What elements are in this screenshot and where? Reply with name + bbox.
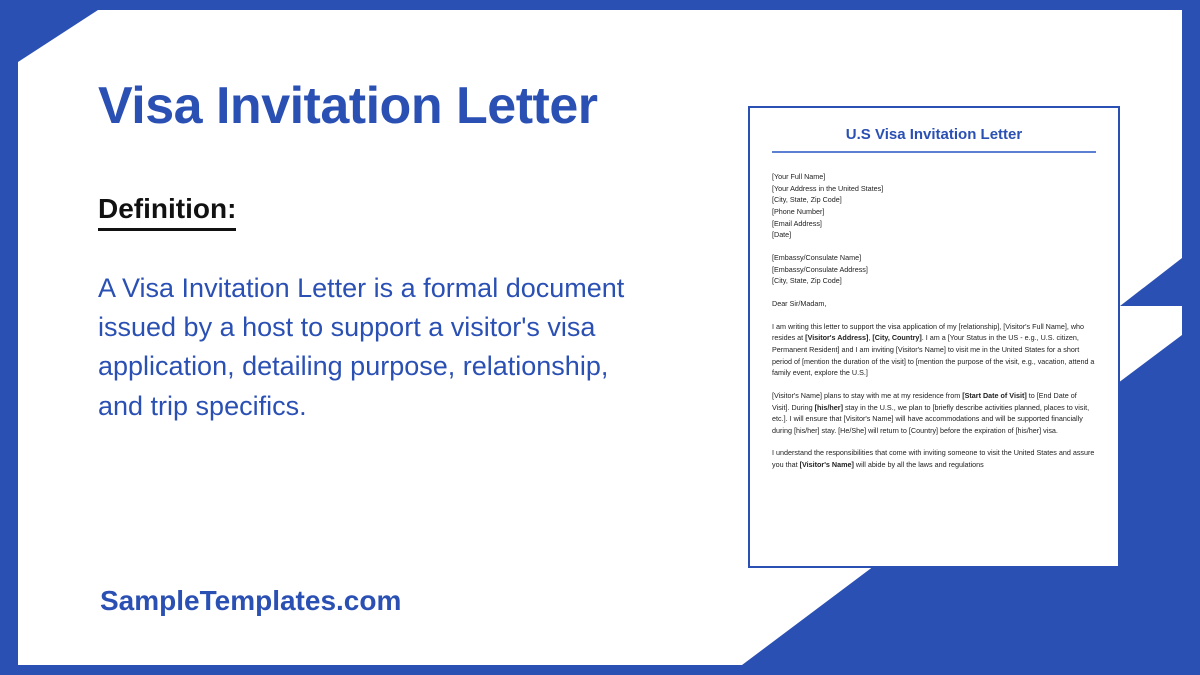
document-preview[interactable]: [748, 106, 1120, 568]
left-text-column: [98, 78, 698, 426]
brand-watermark: SampleTemplates.com: [100, 585, 402, 616]
document-paragraph: I am writing this letter to support the visa application of my [relationship], [Visitor's Full Name], who resides at [Visitor's Address], [City, Country]. I am a [Your Status in the US - e.g., U.S. citizen, Permanent Resident] and I am inviting [Visitor's Name] to visit me in the United States for a short period of [mention the duration of the visit] to [mention the purpose of the visit, e.g., vacation, attend a family event, explore the U.S.]: [772, 321, 1095, 378]
document-body: [772, 171, 1096, 471]
definition-heading: Definition:: [98, 193, 236, 231]
document-title: U.S Visa Invitation Letter: [845, 126, 1023, 143]
sender-line: [Email Address]: [772, 218, 822, 228]
sender-line: [Your Address in the United States]: [772, 183, 884, 193]
sender-line: [Date]: [772, 230, 792, 240]
recipient-line: [City, State, Zip Code]: [772, 276, 842, 286]
sender-line: [City, State, Zip Code]: [772, 195, 842, 205]
sender-line: [Your Full Name]: [772, 172, 826, 181]
recipient-address-block: [772, 252, 1096, 287]
definition-text: A Visa Invitation Letter is a formal document issued by a host to support a visitor's visa application, detailing purpose, relationship, and trip specifics.: [98, 273, 625, 421]
recipient-line: [Embassy/Consulate Name]: [772, 252, 862, 262]
document-paragraph: [Visitor's Name] plans to stay with me at my residence from [Start Date of Visit] to [End Date of Visit]. During [his/her] stay in the U.S., we plan to [briefly describe activities planned, places to visit, etc.]. I will ensure that [Visitor's Name] will have accommodations and will be supported financially during [his/her] stay. [He/She] will return to [Country] before the expiration of [his/her] visa.: [772, 390, 1090, 435]
document-title-divider: [772, 151, 1096, 153]
sender-address-block: [772, 171, 1096, 241]
salutation: Dear Sir/Madam,: [772, 298, 827, 308]
page-title: Visa Invitation Letter: [98, 77, 598, 135]
sender-line: [Phone Number]: [772, 206, 825, 216]
recipient-line: [Embassy/Consulate Address]: [772, 264, 868, 274]
document-paragraph: I understand the responsibilities that come with inviting someone to visit the United States and assure you that [Visitor's Name] will abide by all the laws and regulations: [772, 448, 1095, 470]
